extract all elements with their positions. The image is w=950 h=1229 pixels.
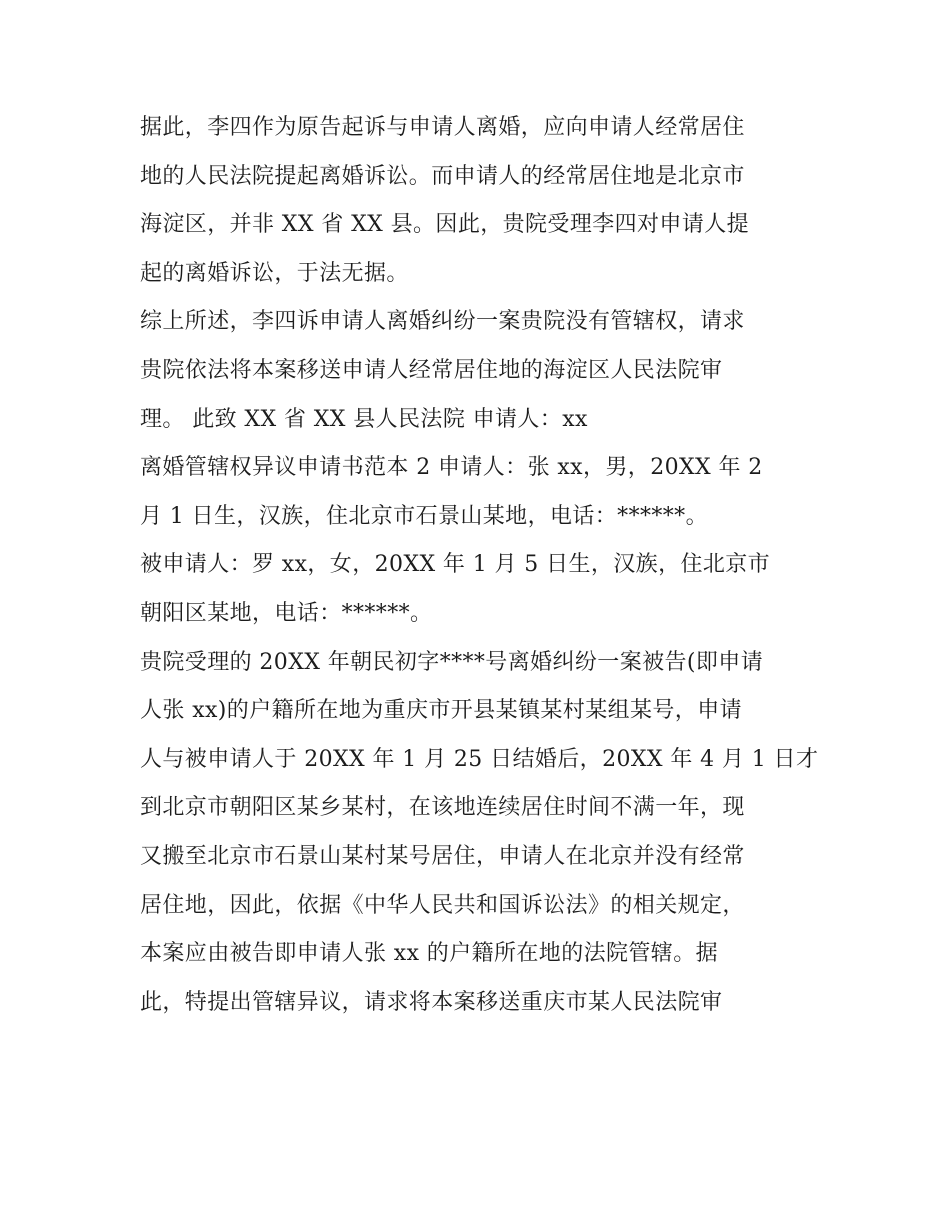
text-line: 据此，李四作为原告起诉与申请人离婚，应向申请人经常居住 (140, 115, 745, 140)
text-line: 起的离婚诉讼，于法无据。 (140, 260, 409, 286)
text-line: 海淀区，并非 XX 省 XX 县。因此，贵院受理李四对申请人提 (140, 212, 750, 238)
text-line: 朝阳区某地，电话：******。 (140, 600, 433, 626)
text-line: 被申请人：罗 xx，女，20XX 年 1 月 5 日生，汉族，住北京市 (140, 552, 771, 578)
text-line: 本案应由被告即申请人张 xx 的户籍所在地的法院管辖。据 (140, 941, 719, 967)
text-line: 又搬至北京市石景山某村某号居住，申请人在北京并没有经常 (140, 843, 745, 869)
text-line: 离婚管辖权异议申请书范本 2 申请人：张 xx，男，20XX 年 2 (140, 455, 763, 481)
text-line: 地的人民法院提起离婚诉讼。而申请人的经常居住地是北京市 (140, 163, 745, 189)
text-line: 此，特提出管辖异议，请求将本案移送重庆市某人民法院审 (140, 989, 723, 1015)
text-line: 人张 xx)的户籍所在地为重庆市开县某镇某村某组某号，申请 (140, 698, 742, 724)
text-line: 居住地，因此，依据《中华人民共和国诉讼法》的相关规定， (140, 892, 745, 918)
document-body (140, 104, 830, 1027)
text-line: 贵院受理的 20XX 年朝民初字****号离婚纠纷一案被告(即申请 (140, 649, 764, 675)
text-line: 到北京市朝阳区某乡某村，在该地连续居住时间不满一年，现 (140, 795, 745, 821)
text-line: 月 1 日生，汉族，住北京市石景山某地，电话：******。 (140, 503, 708, 529)
text-line: 贵院依法将本案移送申请人经常居住地的海淀区人民法院审 (140, 357, 723, 383)
text-line: 综上所述，李四诉申请人离婚纠纷一案贵院没有管辖权，请求 (140, 309, 745, 335)
text-line: 人与被申请人于 20XX 年 1 月 25 日结婚后，20XX 年 4 月 1 日才 (140, 746, 819, 772)
text-line: 理。 此致 XX 省 XX 县人民法院 申请人：xx (140, 406, 588, 432)
